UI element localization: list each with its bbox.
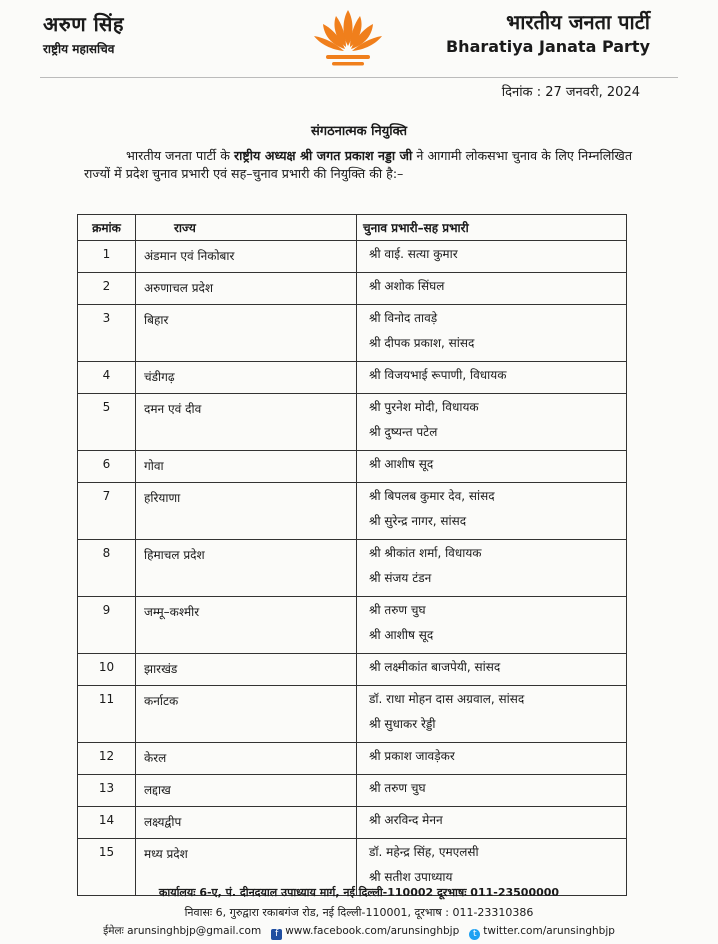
table-row (78, 743, 627, 775)
table-row (78, 597, 627, 654)
table-row (78, 483, 627, 540)
incharge-line: श्री विनोद तावड़े (369, 311, 438, 325)
row-serial: 14 (78, 807, 136, 839)
row-incharge (357, 775, 627, 807)
intro-paragraph (84, 147, 632, 183)
co-incharge-line: श्री सुरेन्द्र नागर, सांसद (369, 514, 467, 528)
header-state-text: राज्य (174, 221, 196, 235)
row-incharge (357, 540, 627, 597)
footer-residence: निवासः 6, गुरुद्वारा रकाबगंज रोड, नई दिल्ली-110001, दूरभाष : 011-23310386 (184, 906, 534, 919)
party-name-hindi: भारतीय जनता पार्टी (506, 10, 650, 34)
sender-name: अरुण सिंह (43, 12, 124, 36)
row-state: चंडीगढ़ (136, 362, 357, 394)
table-row (78, 540, 627, 597)
row-serial: 8 (78, 540, 136, 597)
row-state: लद्दाख (136, 775, 357, 807)
row-state: हिमाचल प्रदेश (136, 540, 357, 597)
header-serial: क्रमांक (78, 215, 136, 241)
document-title: संगठनात्मक नियुक्ति (310, 124, 408, 139)
row-state: कर्नाटक (136, 686, 357, 743)
row-state: हरियाणा (136, 483, 357, 540)
row-serial: 6 (78, 451, 136, 483)
row-serial: 1 (78, 241, 136, 273)
intro-part2: ने आगामी लोकसभा चुनाव के लिए निम्नलिखित राज्यों में प्रदेश चुनाव प्रभारी एवं सह–चुनाव प्रभारी की नियुक्ति की है:– (84, 148, 633, 181)
sender-block (43, 10, 163, 57)
row-incharge (357, 451, 627, 483)
party-block (430, 8, 650, 56)
sender-designation: राष्ट्रीय महासचिव (43, 42, 115, 56)
incharge-line: श्री तरुण चुघ (369, 781, 426, 795)
footer-office: कार्यालयः 6-ए, पं. दीनदयाल उपाध्याय मार्ग, नई दिल्ली-110002 दूरभाषः 011-23500000 (158, 886, 560, 899)
footer-contacts (0, 924, 718, 940)
incharge-line: श्री आशीष सूद (369, 457, 434, 471)
row-incharge (357, 241, 627, 273)
row-incharge (357, 305, 627, 362)
row-serial: 5 (78, 394, 136, 451)
co-incharge-line: श्री आशीष सूद (369, 628, 434, 642)
incharge-line: श्री अरविन्द मेनन (369, 813, 443, 827)
row-serial: 11 (78, 686, 136, 743)
incharge-line: श्री श्रीकांत शर्मा, विधायक (369, 546, 482, 560)
incharge-line: डॉ. महेन्द्र सिंह, एमएलसी (369, 845, 479, 859)
co-incharge-line: श्री सुधाकर रेड्डी (369, 717, 436, 731)
row-incharge (357, 597, 627, 654)
incharge-line: श्री प्रकाश जावड़ेकर (369, 749, 455, 763)
appointments-table (77, 214, 627, 896)
row-serial: 2 (78, 273, 136, 305)
table-header-row (78, 215, 627, 241)
row-state: जम्मू–कश्मीर (136, 597, 357, 654)
table-row (78, 241, 627, 273)
table-row (78, 775, 627, 807)
table-row (78, 686, 627, 743)
table-row (78, 305, 627, 362)
incharge-line: श्री लक्ष्मीकांत बाजपेयी, सांसद (369, 660, 501, 674)
table-row (78, 807, 627, 839)
row-incharge (357, 743, 627, 775)
header-state (136, 215, 357, 241)
header-divider (40, 77, 678, 78)
facebook-icon: f (271, 929, 282, 940)
row-state: गोवा (136, 451, 357, 483)
row-serial: 10 (78, 654, 136, 686)
row-incharge (357, 394, 627, 451)
table-row (78, 273, 627, 305)
row-state: झारखंड (136, 654, 357, 686)
incharge-line: श्री पुरनेश मोदी, विधायक (369, 400, 479, 414)
lotus-logo-icon (312, 6, 384, 70)
incharge-line: श्री वाई. सत्या कुमार (369, 247, 458, 261)
row-serial: 15 (78, 839, 136, 896)
footer-twitter[interactable]: twitter.com/arunsinghbjp (483, 925, 615, 937)
row-serial: 13 (78, 775, 136, 807)
date-value: 27 जनवरी, 2024 (545, 85, 640, 100)
row-serial: 4 (78, 362, 136, 394)
row-serial: 3 (78, 305, 136, 362)
incharge-line: डॉ. राधा मोहन दास अग्रवाल, सांसद (369, 692, 525, 706)
row-incharge (357, 654, 627, 686)
co-incharge-line: श्री दीपक प्रकाश, सांसद (369, 336, 475, 350)
co-incharge-line: श्री सतीश उपाध्याय (369, 870, 453, 884)
co-incharge-line: श्री दुष्यन्त पटेल (369, 425, 438, 439)
footer-email[interactable]: ईमेलः arunsinghbjp@gmail.com (103, 925, 262, 937)
header-incharge: चुनाव प्रभारी–सह प्रभारी (357, 215, 627, 241)
party-name-english: Bharatiya Janata Party (445, 37, 650, 56)
row-state: अरुणाचल प्रदेश (136, 273, 357, 305)
intro-bold: राष्ट्रीय अध्यक्ष श्री जगत प्रकाश नड्डा जी (234, 148, 413, 163)
incharge-line: श्री विजयभाई रूपाणी, विधायक (369, 368, 507, 382)
date-label: दिनांक (501, 85, 533, 100)
row-incharge (357, 807, 627, 839)
row-state: लक्ष्यद्वीप (136, 807, 357, 839)
incharge-line: श्री अशोक सिंघल (369, 279, 445, 293)
row-incharge (357, 362, 627, 394)
row-state: दमन एवं दीव (136, 394, 357, 451)
co-incharge-line: श्री संजय टंडन (369, 571, 432, 585)
row-state: बिहार (136, 305, 357, 362)
row-serial: 12 (78, 743, 136, 775)
row-incharge (357, 273, 627, 305)
row-state: मध्य प्रदेश (136, 839, 357, 896)
row-incharge (357, 483, 627, 540)
row-state: केरल (136, 743, 357, 775)
table-row (78, 394, 627, 451)
incharge-line: श्री तरुण चुघ (369, 603, 426, 617)
footer-facebook[interactable]: www.facebook.com/arunsinghbjp (285, 925, 460, 937)
row-incharge (357, 686, 627, 743)
row-serial: 7 (78, 483, 136, 540)
table-row (78, 362, 627, 394)
date-separator: : (536, 85, 546, 100)
table-row (78, 654, 627, 686)
incharge-line: श्री बिपलब कुमार देव, सांसद (369, 489, 495, 503)
intro-part1: भारतीय जनता पार्टी के (126, 148, 235, 163)
twitter-icon: t (469, 929, 480, 940)
row-state: अंडमान एवं निकोबार (136, 241, 357, 273)
table-row (78, 451, 627, 483)
row-serial: 9 (78, 597, 136, 654)
date-line (502, 82, 640, 100)
